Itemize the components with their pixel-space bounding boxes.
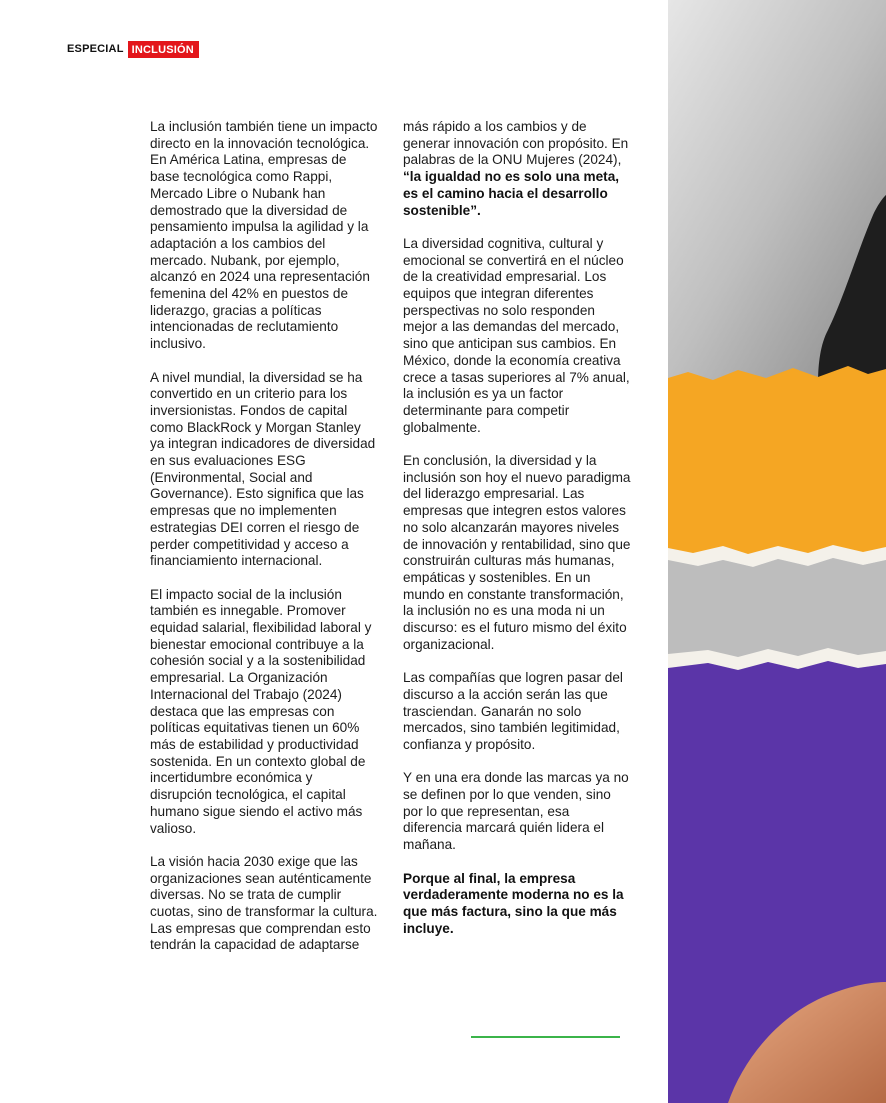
collage-photo	[668, 0, 886, 1103]
paragraph-with-quote	[403, 119, 631, 219]
quote-intro: más rápido a los cambios y de generar innovación con propósito. En palabras de la ONU Mujeres (2024),	[403, 119, 629, 168]
paragraph: Y en una era donde las marcas ya no se definen por lo que venden, sino por lo que representan, esa diferencia marcará quién lidera el mañana.	[403, 770, 629, 853]
paragraph: A nivel mundial, la diversidad se ha convertido en un criterio para los inversionistas. Fondos de capital como BlackRock y Morgan Stanley ya integran indicadores de diversidad en sus evaluaciones ESG (Environmental, Social and Governance). Esto significa que las empresas que no implementen estrategias DEI corren el riesgo de perder competitividad y acceso a financiamiento internacional.	[150, 369, 376, 569]
paragraph: La diversidad cognitiva, cultural y emocional se convertirá en el núcleo de la creatividad empresarial. Los equipos que integran diferentes perspectivas no solo responden mejor a las demandas del mercado, sino que anticipan sus cambios. En México, donde la economía creativa crece a tasas superiores al 7% anual, la inclusión es ya un factor determinante para competir globalmente.	[403, 235, 630, 435]
article-column-right	[403, 119, 631, 954]
closing-statement: Porque al final, la empresa verdaderamente moderna no es la que más factura, sino la que más incluye.	[403, 870, 624, 936]
pull-quote: “la igualdad no es solo una meta, es el camino hacia el desarrollo sostenible”.	[403, 169, 620, 218]
paragraph: La visión hacia 2030 exige que las organizaciones sean auténticamente diversas. No se trata de cumplir cuotas, sino de transformar la cultura. Las empresas que comprendan esto tendrán la capacidad de adaptarse	[150, 853, 378, 953]
section-tag: INCLUSIÓN	[128, 41, 199, 58]
paragraph: Las compañías que logren pasar del discurso a la acción serán las que trasciendan. Ganarán no solo mercados, sino también legitimidad, confianza y propósito.	[403, 670, 623, 752]
paragraph: La inclusión también tiene un impacto directo en la innovación tecnológica. En América Latina, empresas de base tecnológica como Rappi, Mercado Libre o Nubank han demostrado que la diversidad de pensamiento impulsa la agilidad y la adaptación a los cambios del mercado. Nubank, por ejemplo, alcanzó en 2024 una representación femenina del 42% en puestos de liderazgo, gracias a políticas intencionadas de reclutamiento inclusivo.	[150, 119, 378, 352]
torn-strip-gray	[668, 558, 886, 666]
paragraph: En conclusión, la diversidad y la inclusión son hoy el nuevo paradigma del liderazgo empresarial. Las empresas que integren estos valores no solo alcanzarán mayores niveles de innovación y rentabilidad, sino que construirán culturas más humanas, empáticas y sostenibles. En un mundo en constante transformación, la inclusión no es una moda ni un discurso: es el futuro mismo del éxito organizacional.	[403, 453, 631, 652]
paragraph: El impacto social de la inclusión también es innegable. Promover equidad salarial, flexibilidad laboral y bienestar emocional contribuye a la cohesión social y a la sostenibilidad empresarial. La Organización Internacional del Trabajo (2024) destaca que las empresas con políticas equitativas tienen un 60% más de estabilidad y productividad sostenida. En un contexto global de incertidumbre económica y disrupción tecnológica, el capital humano sigue siendo el activo más valioso.	[150, 586, 372, 836]
section-label: ESPECIAL	[67, 43, 124, 55]
article-column-left	[150, 119, 378, 971]
page-header	[67, 40, 199, 58]
torn-strip-orange	[668, 366, 886, 558]
end-rule	[471, 1036, 620, 1038]
